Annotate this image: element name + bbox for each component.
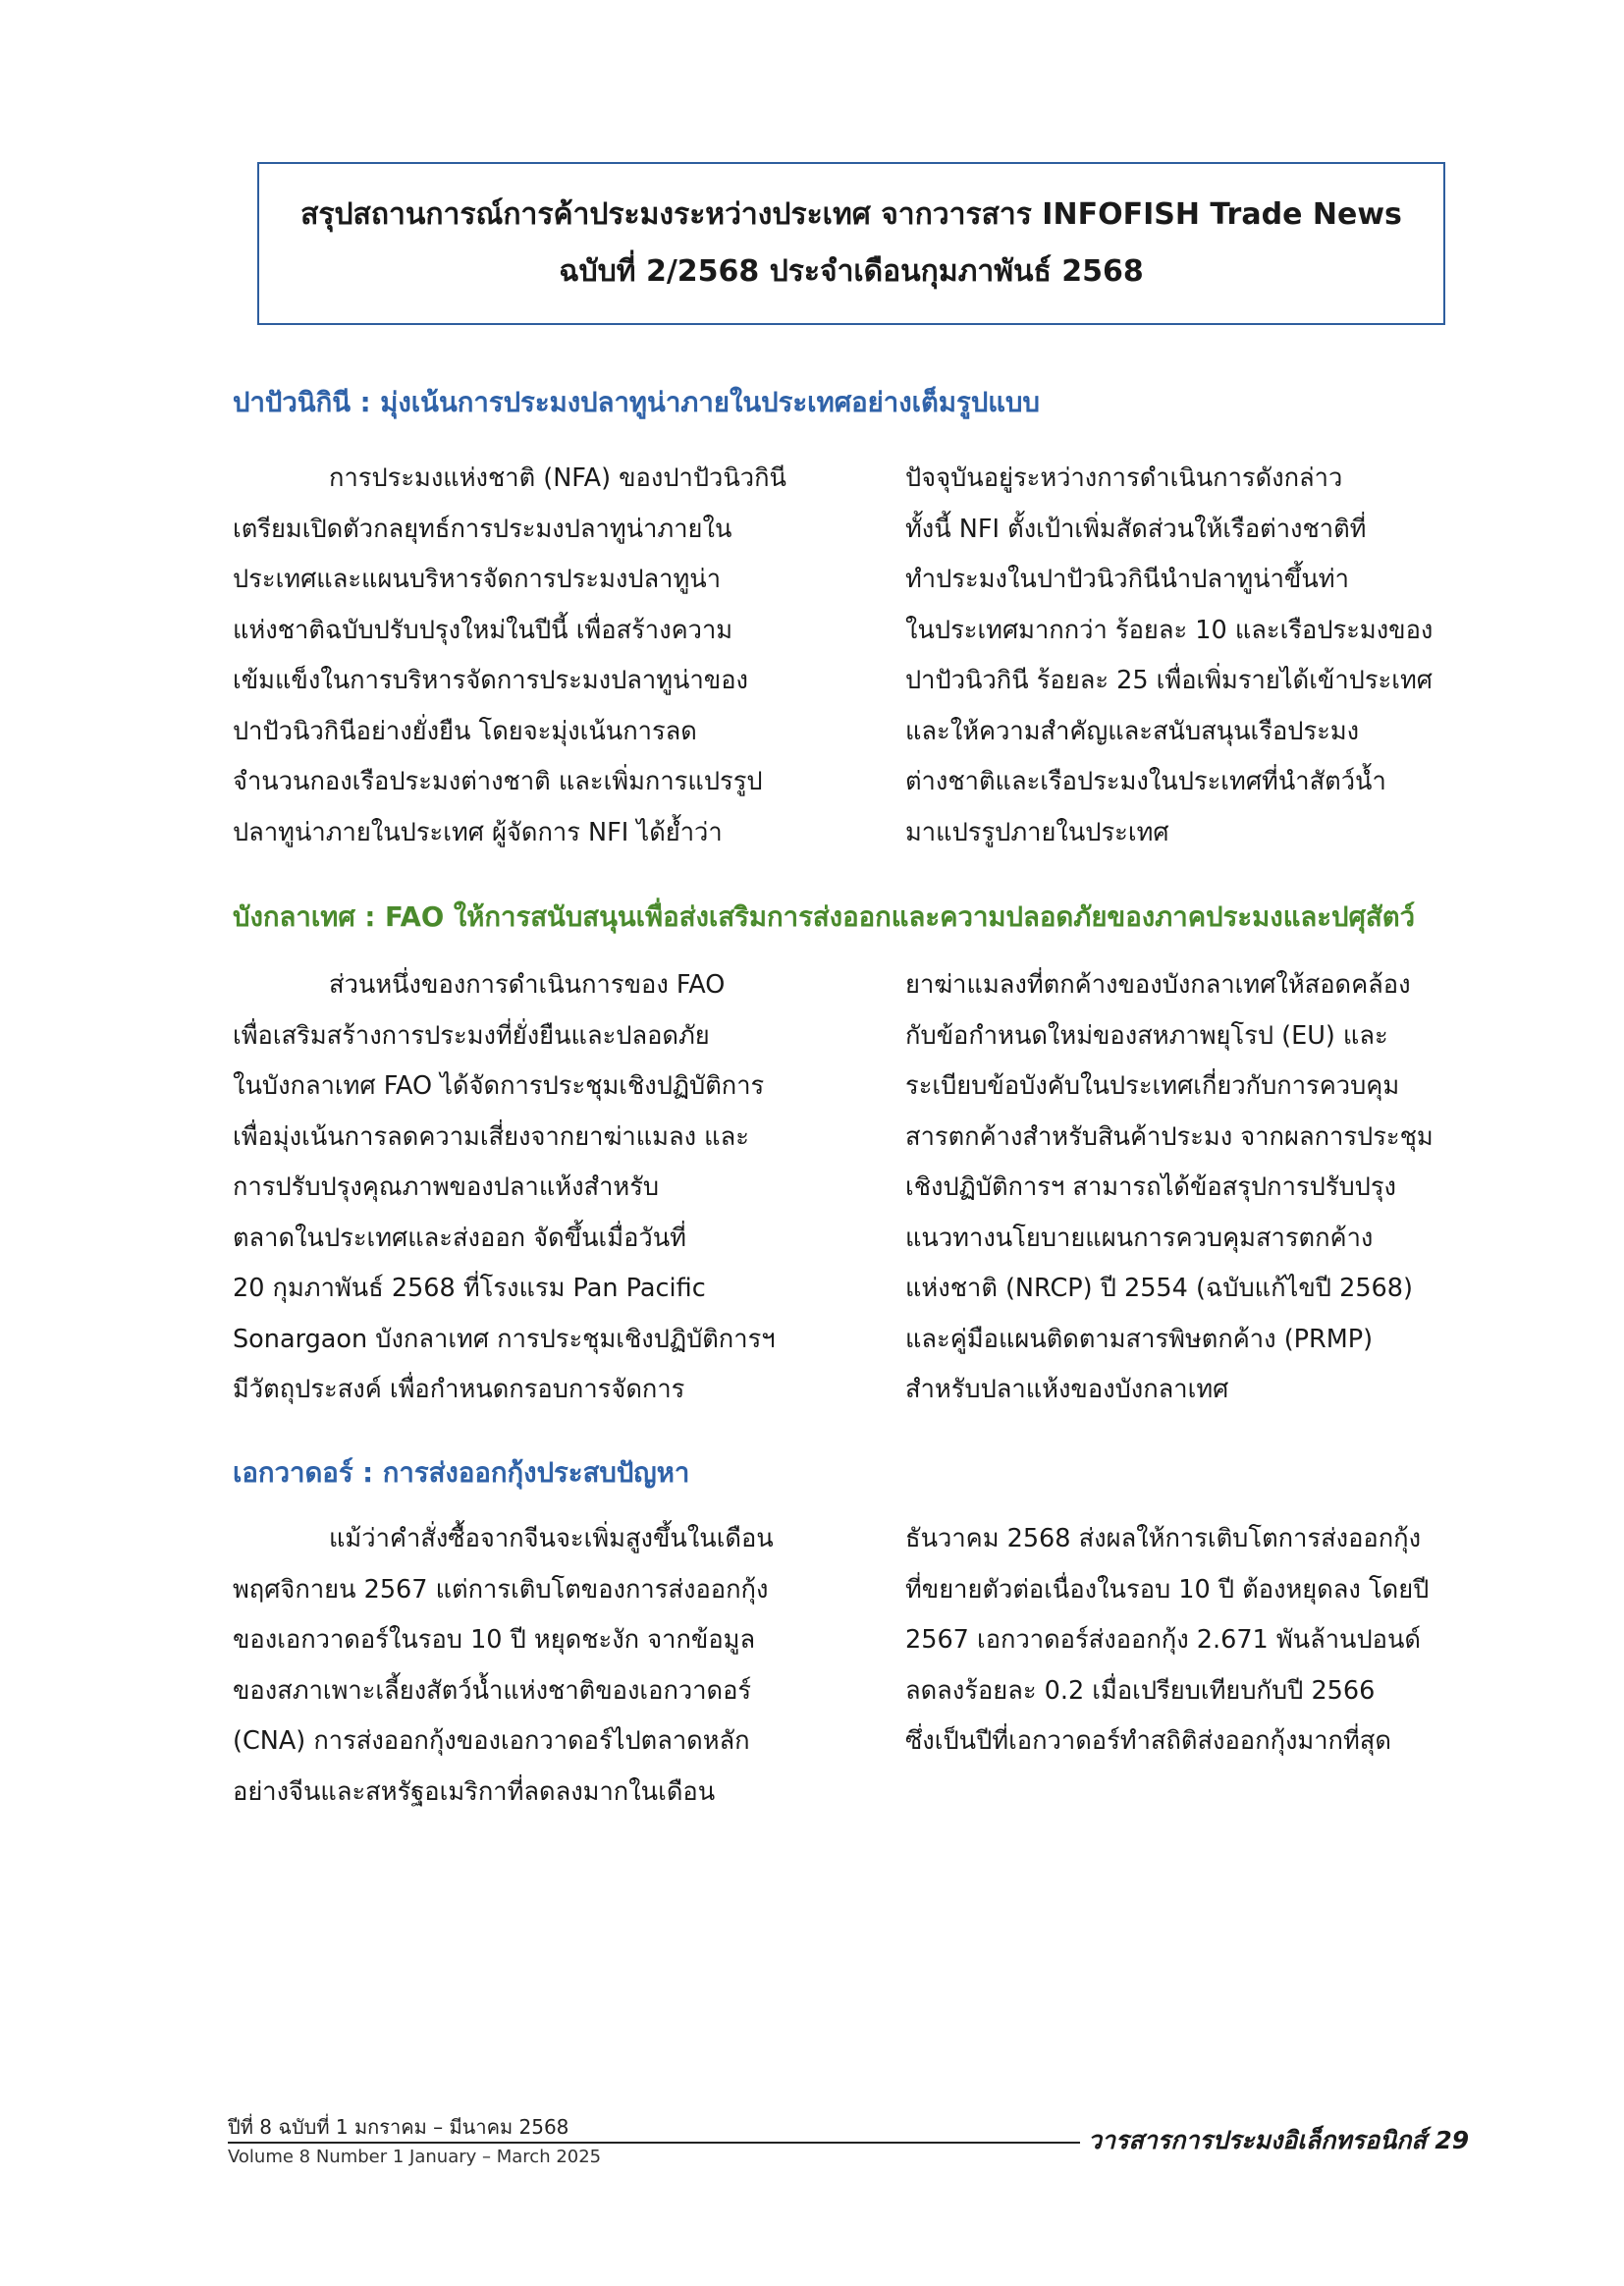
paragraph-line: 2567 เอกวาดอร์ส่งออกกุ้ง 2.671 พันล้านปอนด์	[905, 1625, 1421, 1655]
paragraph-line: แห่งชาติ (NRCP) ปี 2554 (ฉบับแก้ไขปี 2568)	[905, 1274, 1413, 1303]
paragraph-line: เพื่อมุ่งเน้นการลดความเสี่ยงจากยาฆ่าแมลง และ	[233, 1121, 749, 1152]
paragraph-line: 20 กุมภาพันธ์ 2568 ที่โรงแรม Pan Pacific	[233, 1274, 706, 1303]
paragraph-line: ในประเทศมากกว่า ร้อยละ 10 และเรือประมงของ	[905, 615, 1434, 645]
section-bangladesh-left-column	[233, 960, 812, 1416]
paragraph-line: แนวทางนโยบายแผนการควบคุมสารตกค้าง	[905, 1223, 1374, 1253]
paragraph-line: ตลาดในประเทศและส่งออก จัดขึ้นเมื่อวันที่	[233, 1223, 686, 1253]
paragraph-line: ทำประมงในปาปัวนิวกินีนำปลาทูน่าขึ้นท่า	[905, 565, 1349, 594]
paragraph-line: ลดลงร้อยละ 0.2 เมื่อเปรียบเทียบกับปี 2566	[905, 1675, 1376, 1706]
paragraph-line: มาแปรรูปภายในประเทศ	[905, 817, 1169, 847]
footer-issue-english: Volume 8 Number 1 January – March 2025	[228, 2147, 602, 2167]
title-line-2: ฉบับที่ 2/2568 ประจำเดือนกุมภาพันธ์ 2568	[559, 254, 1144, 289]
paragraph-line: จำนวนกองเรือประมงต่างชาติ และเพิ่มการแปรรูป	[233, 767, 763, 796]
paragraph-line: เตรียมเปิดตัวกลยุทธ์การประมงปลาทูน่าภายใน	[233, 514, 732, 544]
paragraph-line: ยาฆ่าแมลงที่ตกค้างของบังกลาเทศให้สอดคล้อง	[905, 970, 1411, 1000]
paragraph-line: ธันวาคม 2568 ส่งผลให้การเติบโตการส่งออกกุ้ง	[905, 1524, 1422, 1553]
section-png-right-column	[905, 454, 1485, 858]
section-bangladesh-right-column	[905, 960, 1485, 1416]
paragraph-line: ระเบียบข้อบังคับในประเทศเกี่ยวกับการควบคุม	[905, 1071, 1400, 1101]
paragraph-line: และคู่มือแผนติดตามสารพิษตกค้าง (PRMP)	[905, 1324, 1374, 1354]
title-box	[257, 162, 1445, 325]
title-line-1: สรุปสถานการณ์การค้าประมงระหว่างประเทศ จากวารสาร INFOFISH Trade News	[300, 197, 1402, 232]
paragraph-line: เพื่อเสริมสร้างการประมงที่ยั่งยืนและปลอดภัย	[233, 1020, 710, 1051]
paragraph-line: ซึ่งเป็นปีที่เอกวาดอร์ทำสถิติส่งออกกุ้งมากที่สุด	[905, 1726, 1391, 1756]
paragraph-line: ต่างชาติและเรือประมงในประเทศที่นำสัตว์น้ำ	[905, 767, 1386, 796]
paragraph-line: ของเอกวาดอร์ในรอบ 10 ปี หยุดชะงัก จากข้อมูล	[233, 1625, 756, 1655]
paragraph-line: การปรับปรุงคุณภาพของปลาแห้งสำหรับ	[233, 1172, 660, 1202]
paragraph-line: ส่วนหนึ่งของการดำเนินการของ FAO	[329, 970, 726, 1000]
paragraph-line: พฤศจิกายน 2567 แต่การเติบโตของการส่งออกกุ้ง	[233, 1574, 769, 1605]
section-ecuador-right-column	[905, 1514, 1485, 1768]
section-png-left-column	[233, 454, 812, 858]
paragraph-line: กับข้อกำหนดใหม่ของสหภาพยุโรป (EU) และ	[905, 1020, 1388, 1051]
paragraph-line: ของสภาเพาะเลี้ยงสัตว์น้ำแห่งชาติของเอกวาดอร์	[233, 1675, 752, 1706]
paragraph-line: (CNA) การส่งออกกุ้งของเอกวาดอร์ไปตลาดหลัก	[233, 1726, 750, 1756]
paragraph-line: และให้ความสำคัญและสนับสนุนเรือประมง	[905, 716, 1360, 746]
paragraph-line: แห่งชาติฉบับปรับปรุงใหม่ในปีนี้ เพื่อสร้างความ	[233, 615, 733, 645]
paragraph-line: ปาปัวนิวกินีอย่างยั่งยืน โดยจะมุ่งเน้นการลด	[233, 716, 697, 746]
section-heading-png: ปาปัวนิกินี : มุ่งเน้นการประมงปลาทูน่าภายในประเทศอย่างเต็มรูปแบบ	[233, 387, 1040, 418]
paragraph-line: แม้ว่าคำสั่งซื้อจากจีนจะเพิ่มสูงขึ้นในเดือน	[329, 1524, 774, 1553]
paragraph-line: สำหรับปลาแห้งของบังกลาเทศ	[905, 1375, 1229, 1404]
paragraph-line: เชิงปฏิบัติการฯ สามารถได้ข้อสรุปการปรับปรุง	[905, 1172, 1396, 1202]
paragraph-line: การประมงแห่งชาติ (NFA) ของปาปัวนิวกินี	[329, 463, 786, 493]
section-heading-ecuador: เอกวาดอร์ : การส่งออกกุ้งประสบปัญหา	[233, 1457, 690, 1489]
paragraph-line: ปลาทูน่าภายในประเทศ ผู้จัดการ NFI ได้ย้ำว่า	[233, 817, 723, 847]
section-heading-bangladesh: บังกลาเทศ : FAO ให้การสนับสนุนเพื่อส่งเสริมการส่งออกและความปลอดภัยของภาคประมงและปศุสัตว์	[233, 901, 1416, 933]
paragraph-line: อย่างจีนและสหรัฐอเมริกาที่ลดลงมากในเดือน	[233, 1776, 716, 1807]
paragraph-line: Sonargaon บังกลาเทศ การประชุมเชิงปฏิบัติการฯ	[233, 1324, 776, 1354]
section-ecuador-left-column	[233, 1514, 812, 1818]
footer-divider	[228, 2142, 1080, 2144]
paragraph-line: มีวัตถุประสงค์ เพื่อกำหนดกรอบการจัดการ	[233, 1375, 685, 1404]
paragraph-line: ทั้งนี้ NFI ตั้งเป้าเพิ่มสัดส่วนให้เรือต่างชาติที่	[905, 514, 1367, 544]
footer-journal-page: วารสารการประมงอิเล็กทรอนิกส์ 29	[1088, 2126, 1470, 2154]
footer-issue-thai: ปีที่ 8 ฉบับที่ 1 มกราคม – มีนาคม 2568	[228, 2115, 569, 2139]
paragraph-line: ปาปัวนิวกินี ร้อยละ 25 เพื่อเพิ่มรายได้เข้าประเทศ	[905, 666, 1433, 695]
paragraph-line: ปัจจุบันอยู่ระหว่างการดำเนินการดังกล่าว	[905, 463, 1343, 493]
paragraph-line: ในบังกลาเทศ FAO ได้จัดการประชุมเชิงปฏิบัติการ	[233, 1071, 765, 1101]
paragraph-line: ที่ขยายตัวต่อเนื่องในรอบ 10 ปี ต้องหยุดลง โดยปี	[905, 1574, 1430, 1605]
paragraph-line: ประเทศและแผนบริหารจัดการประมงปลาทูน่า	[233, 565, 722, 594]
paragraph-line: สารตกค้างสำหรับสินค้าประมง จากผลการประชุม	[905, 1121, 1434, 1152]
paragraph-line: เข้มแข็งในการบริหารจัดการประมงปลาทูน่าของ	[233, 666, 749, 695]
